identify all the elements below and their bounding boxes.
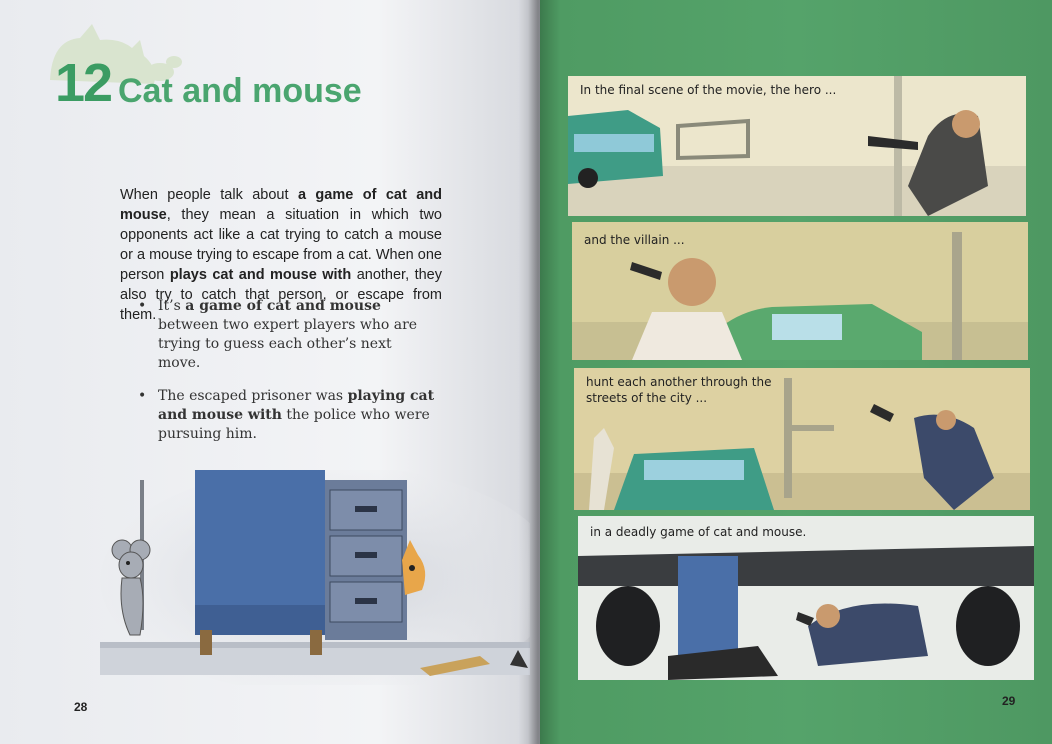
example-item: • It’s a game of cat and mouse between two expert players who are trying to guess each other’s next move.: [138, 297, 438, 373]
villain-head: [668, 258, 716, 306]
cat-mouse-cabinet-illustration: [100, 470, 530, 685]
comic-panel: [574, 368, 1030, 510]
panel-caption: In the final scene of the movie, the hero ...: [580, 83, 837, 97]
page-number: 29: [1002, 694, 1016, 708]
chapter-number: 12: [55, 53, 112, 113]
chapter-title: Cat and mouse: [118, 72, 362, 110]
comic-panel: [572, 222, 1028, 360]
comic-panel: [578, 516, 1034, 680]
under-car-illustration: [578, 516, 1034, 680]
comic-panel: [568, 76, 1026, 216]
panel-caption: and the villain ...: [584, 233, 685, 247]
right-page: [540, 0, 1052, 744]
panel-caption: in a deadly game of cat and mouse.: [590, 525, 807, 539]
intro-paragraph: When people talk about a game of cat and mouse, they mean a situation in which two opponents act like a cat trying to catch a mouse or a mouse trying to escape from a cat. When one person plays cat and mouse with another, they also try to catch that person, or escape from them.: [120, 186, 442, 323]
page-number: 28: [74, 700, 88, 714]
example-list: [138, 297, 438, 458]
panel-caption: hunt each another through the streets of the city ...: [586, 375, 772, 405]
example-item: • The escaped prisoner was playing cat and mouse with the police who were pursuing him.: [138, 387, 438, 444]
